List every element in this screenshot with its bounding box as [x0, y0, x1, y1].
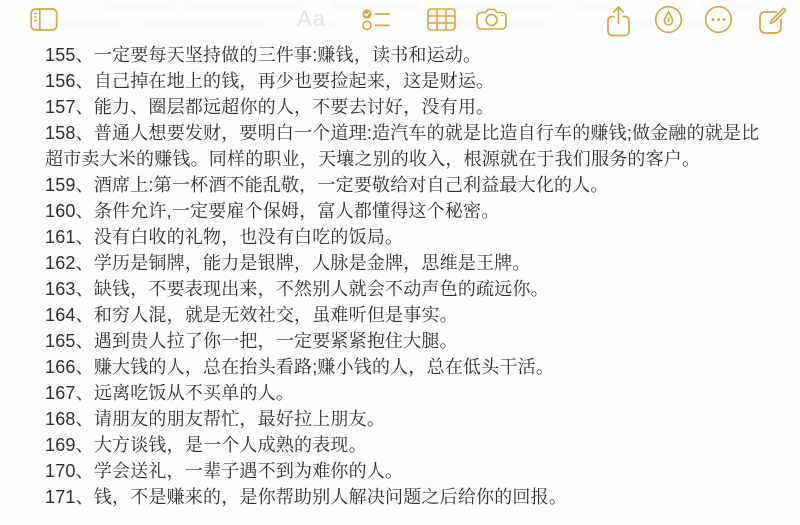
note-line[interactable]: 168、请朋友的朋友帮忙，最好拉上朋友。 — [45, 409, 386, 429]
text-style-label: Aa — [297, 6, 326, 31]
note-line[interactable]: 157、能力、圈层都远超你的人，不要去讨好，没有用。 — [45, 97, 495, 117]
text-style-button[interactable] — [297, 0, 326, 38]
compose-icon[interactable] — [756, 1, 787, 39]
note-line[interactable]: 167、远离吃饭从不买单的人。 — [45, 383, 295, 403]
toolbar — [0, 0, 800, 38]
note-line[interactable]: 161、没有白收的礼物，也没有白吃的饭局。 — [45, 227, 404, 247]
note-line[interactable]: 166、赚大钱的人，总在抬头看路;赚小钱的人，总在低头干活。 — [45, 357, 555, 377]
note-body[interactable] — [0, 40, 800, 525]
note-line[interactable]: 162、学历是铜牌，能力是银牌，人脉是金牌，思维是王牌。 — [45, 253, 531, 273]
note-line[interactable]: 169、大方谈钱，是一个人成熟的表现。 — [45, 435, 367, 455]
camera-icon[interactable] — [476, 0, 508, 38]
note-line[interactable]: 156、自己掉在地上的钱，再少也要捡起来，这是财运。 — [45, 71, 495, 91]
note-line[interactable]: 164、和穷人混，就是无效社交，虽难听但是事实。 — [45, 305, 458, 325]
note-line[interactable]: 165、遇到贵人拉了你一把，一定要紧紧抱住大腿。 — [45, 331, 458, 351]
note-line[interactable]: 163、缺钱，不要表现出来，不然别人就会不动声色的疏远你。 — [45, 279, 549, 299]
checklist-icon[interactable] — [361, 0, 391, 38]
note-line[interactable]: 171、钱，不是赚来的，是你帮助别人解决问题之后给你的回报。 — [45, 487, 568, 507]
markup-icon[interactable] — [654, 0, 683, 38]
note-line[interactable]: 155、一定要每天坚持做的三件事:赚钱，读书和运动。 — [45, 45, 482, 65]
note-line[interactable]: 160、条件允许,一定要雇个保姆，富人都懂得这个秘密。 — [45, 201, 500, 221]
note-line[interactable]: 158、普通人想要发财，要明白一个道理:造汽车的就是比造自行车的赚钱;做金融的就是比超市卖大米的赚钱。同样的职业，天壤之别的收入，根源就在于我们服务的客户。 — [45, 123, 760, 169]
note-line[interactable]: 159、酒席上:第一杯酒不能乱敬，一定要敬给对自己利益最大化的人。 — [45, 175, 609, 195]
sidebar-toggle-icon[interactable] — [30, 0, 58, 38]
share-icon[interactable] — [605, 2, 632, 40]
note-line[interactable]: 170、学会送礼，一辈子遇不到为难你的人。 — [45, 461, 404, 481]
table-icon[interactable] — [427, 0, 456, 38]
more-icon[interactable] — [704, 0, 733, 38]
